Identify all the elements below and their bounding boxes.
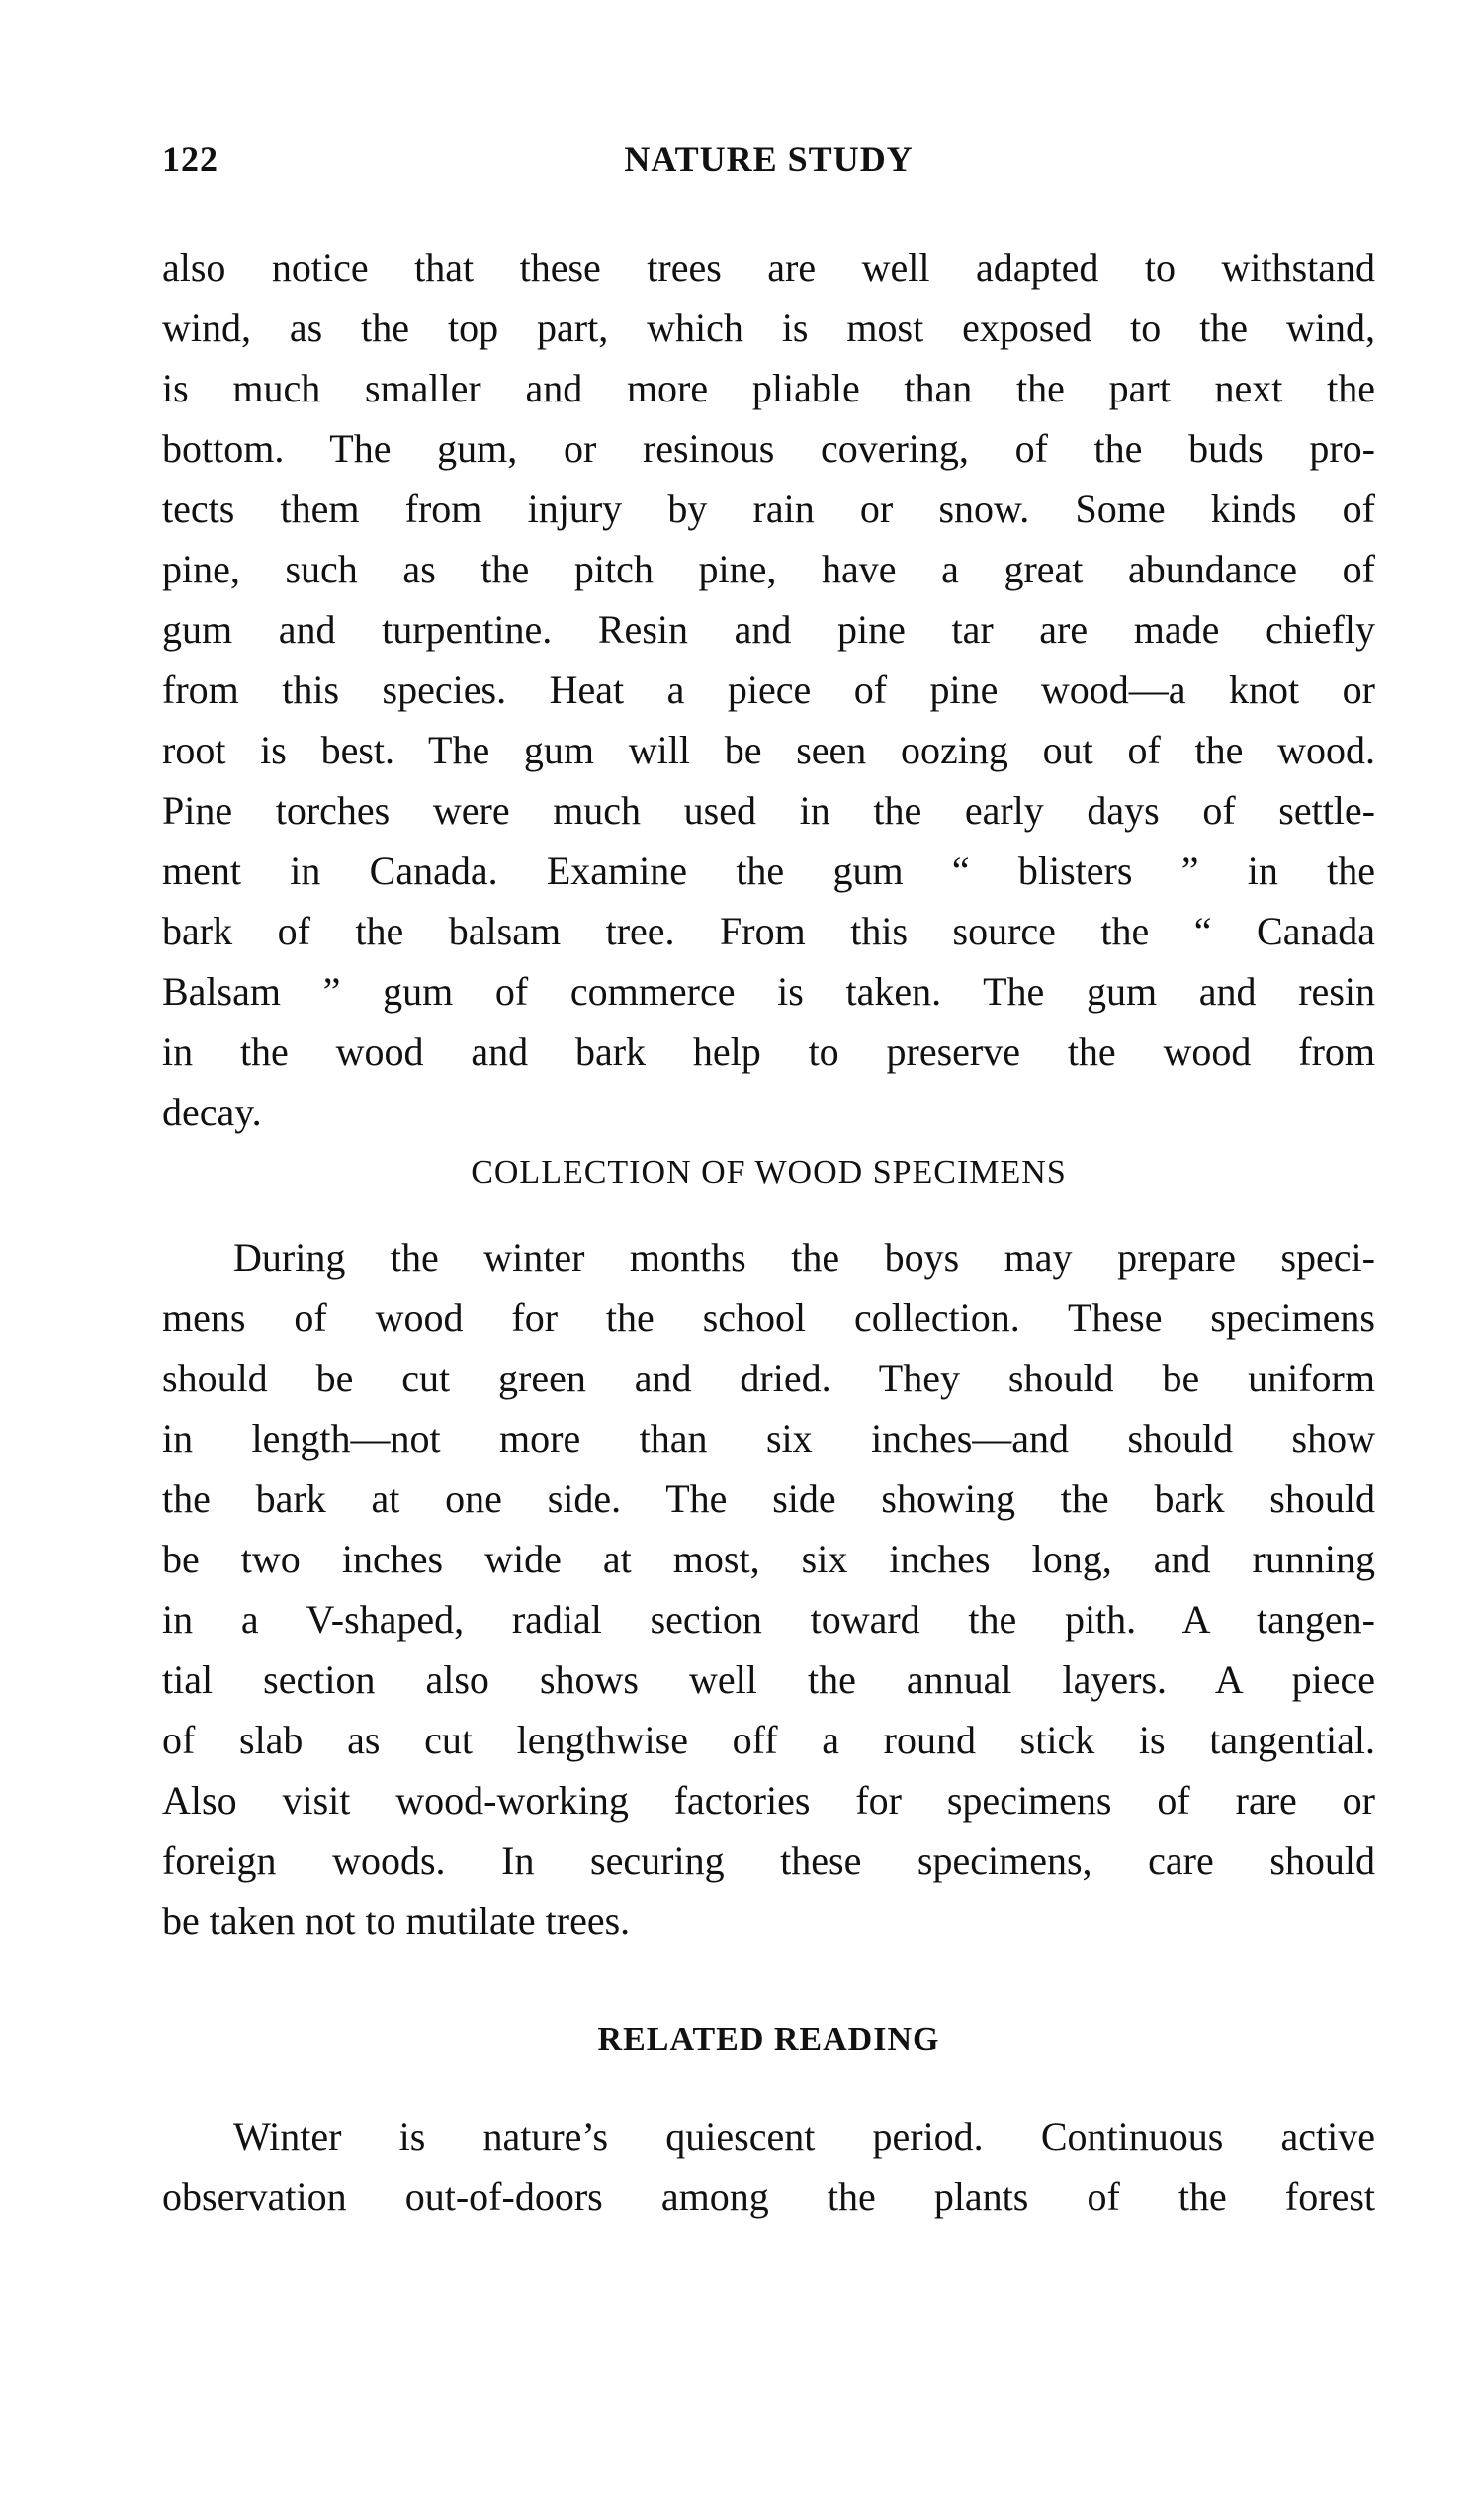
running-title: NATURE STUDY <box>624 139 914 179</box>
text-line: Balsam ” gum of commerce is taken. The gum and resin <box>162 969 1375 1014</box>
paragraph-2 <box>162 1227 1375 1951</box>
text-line: tial section also shows well the annual layers. A piece <box>162 1657 1375 1702</box>
text-line: in the wood and bark help to preserve the wood from <box>162 1029 1375 1074</box>
text-line: bark of the balsam tree. From this source the “ Canada <box>162 909 1375 953</box>
text-line: observation out-of-doors among the plants of the forest <box>162 2175 1375 2219</box>
running-header <box>162 138 1375 188</box>
text-line: in a V-shaped, radial section toward the pith. A tangen- <box>162 1597 1375 1642</box>
text-line: of slab as cut lengthwise off a round stick is tangential. <box>162 1718 1375 1762</box>
text-line: ment in Canada. Examine the gum “ blisters ” in the <box>162 848 1375 893</box>
paragraph-1 <box>162 237 1375 1142</box>
text-line: the bark at one side. The side showing the bark should <box>162 1476 1375 1521</box>
text-line: gum and turpentine. Resin and pine tar are made chiefly <box>162 607 1375 652</box>
text-line: bottom. The gum, or resinous covering, of the buds pro- <box>162 426 1375 471</box>
text-line: mens of wood for the school collection. These specimens <box>162 1295 1375 1340</box>
section-heading-related-reading: RELATED READING <box>597 2021 940 2058</box>
text-line: Winter is nature’s quiescent period. Continuous active <box>233 2114 1375 2159</box>
text-line: be two inches wide at most, six inches long, and running <box>162 1537 1375 1581</box>
text-line: wind, as the top part, which is most exposed to the wind, <box>162 306 1375 350</box>
page-number: 122 <box>162 139 218 179</box>
text-line: is much smaller and more pliable than the part next the <box>162 366 1375 410</box>
text-line: from this species. Heat a piece of pine wood—a knot or <box>162 668 1375 712</box>
text-line: Pine torches were much used in the early days of settle- <box>162 788 1375 833</box>
text-line: root is best. The gum will be seen oozing out of the wood. <box>162 728 1375 772</box>
text-line: also notice that these trees are well adapted to withstand <box>162 245 1375 290</box>
text-line: decay. <box>162 1090 262 1134</box>
text-line: should be cut green and dried. They should be uniform <box>162 1356 1375 1400</box>
text-line: Also visit wood-working factories for specimens of rare or <box>162 1778 1375 1823</box>
section-heading-collection: COLLECTION OF WOOD SPECIMENS <box>471 1154 1067 1191</box>
text-line: foreign woods. In securing these specimens, care should <box>162 1838 1375 1883</box>
text-line: pine, such as the pitch pine, have a great abundance of <box>162 547 1375 591</box>
paragraph-3 <box>162 2105 1375 2226</box>
text-line: in length—not more than six inches—and should show <box>162 1416 1375 1461</box>
text-line: During the winter months the boys may prepare speci- <box>233 1235 1375 1280</box>
text-line: tects them from injury by rain or snow. Some kinds of <box>162 487 1375 531</box>
text-line: be taken not to mutilate trees. <box>162 1899 631 1943</box>
